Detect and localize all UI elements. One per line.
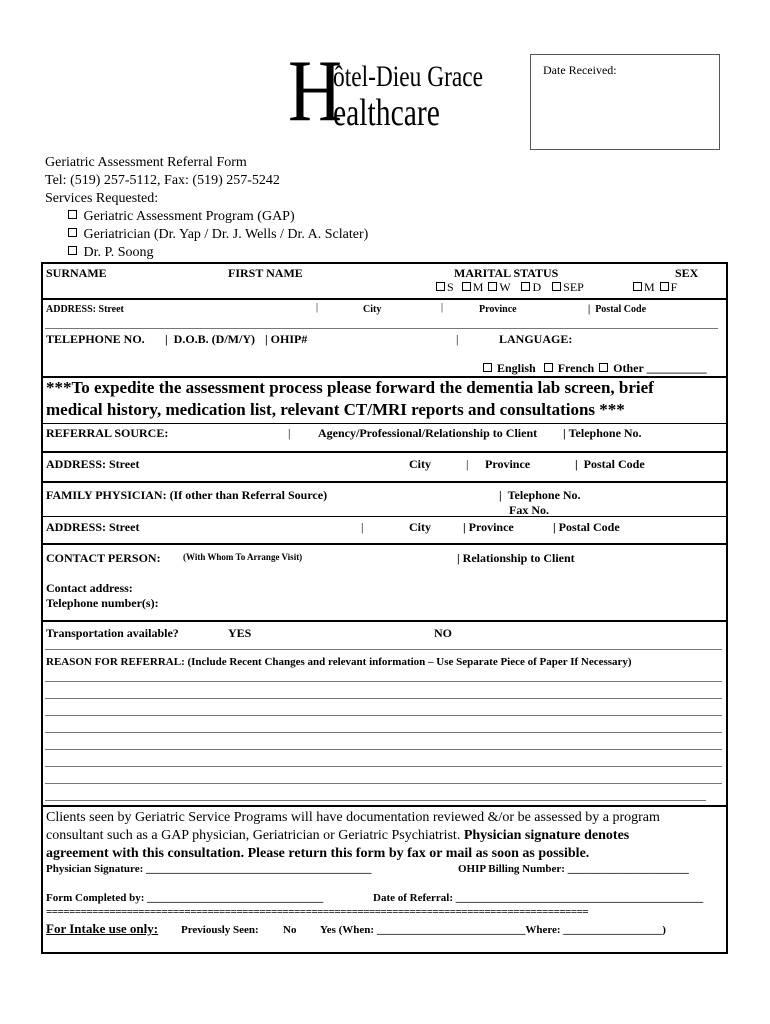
checkbox-icon[interactable]	[552, 282, 561, 291]
transportation-label: Transportation available?	[46, 626, 179, 640]
footer-paragraph-line3: agreement with this consultation. Please return this form by fax or mail as soon as possible.	[46, 846, 590, 861]
hotel-dieu-grace-logo	[288, 43, 488, 140]
form-completed-by-field[interactable]: Form Completed by: ________________________________	[46, 892, 324, 904]
referral-source-label: REFERRAL SOURCE:	[46, 426, 169, 440]
checkbox-icon[interactable]	[436, 282, 445, 291]
transportation-no[interactable]: NO	[434, 626, 452, 640]
postal-code-label: | Postal Code	[588, 304, 647, 315]
contact-person-label: CONTACT PERSON:	[46, 551, 161, 565]
referral-form-box: SURNAME FIRST NAME MARITAL STATUS SEX S M W D SEP M F ADDRESS: Street | City | Province | Postal Code TELEPHONE NO. | D.O.B. (D/M/Y) | OHIP# | LANGUAGE: English French Other __________ ***To expedite the assessment process please forward the dementia lab screen, brief medical history, medication list, relevant CT/MRI reports and consultations *** REFERRAL SOURCE: | Agency/Professional/Relationship to Client | Telephone No. ADDRESS: Street City | Province | Postal Code FAMILY PHYSICIAN: (If other than Referral Source) | Telephone No. Fax No. ADDRESS: Street | City | Province | Postal Code CONTACT PERSON: (With Whom To Arrange Visit) | Relationship to Client Contact address: Telephone number(s): Transportation available? YES NO REASON FOR REFERRAL: (Include Recent Changes and relevant information – Use Separate Piece of Paper If Necessary) Clients seen by Geriatric Service Programs will have documentation reviewed &/or be assessed by a program consultant such as a GAP physician, Geriatrician or Geriatric Psychiatrist. Physician signature denotes agreement with this consultation. Please return this form by fax or mail as soon as possible. Physician Signature: _________________________________________ OHIP Billing Number: ______________________ Form Completed by: ________________________________ Date of Referral: _____________________________________________ ============================================================================================== For Intake use only: Previously Seen: No Yes (When: ___________________________Where: __________________)	[41, 262, 728, 954]
intake-label: For Intake use only:	[46, 921, 159, 936]
checkbox-icon[interactable]	[68, 228, 77, 237]
contact-tel-fax: Tel: (519) 257-5112, Fax: (519) 257-5242	[45, 173, 280, 188]
form-title: Geriatric Assessment Referral Form	[45, 155, 247, 170]
notice-line2: medical history, medication list, relevant CT/MRI reports and consultations ***	[46, 400, 625, 419]
date-received-label: Date Received:	[543, 63, 617, 77]
transportation-yes[interactable]: YES	[228, 626, 252, 640]
referral-postal-label: | Postal Code	[575, 457, 645, 471]
dob-label: | D.O.B. (D/M/Y)	[165, 332, 255, 346]
fp-telephone-label: | Telephone No.	[499, 488, 581, 502]
sex-label: SEX	[675, 266, 699, 280]
checkbox-icon[interactable]	[544, 363, 553, 372]
telephone-numbers-label: Telephone number(s):	[46, 596, 159, 610]
referral-province-label: Province	[485, 457, 531, 471]
checkbox-icon[interactable]	[483, 363, 492, 372]
address-street-label: ADDRESS: Street	[46, 304, 124, 315]
previously-seen-label: Previously Seen:	[181, 924, 259, 936]
footer-paragraph-line2: consultant such as a GAP physician, Geriatrician or Geriatric Psychiatrist. Physician signature denotes	[46, 828, 630, 843]
service-option-gap[interactable]: Geriatric Assessment Program (GAP)	[68, 208, 295, 226]
date-received-box[interactable]	[530, 54, 720, 150]
referral-city-label: City	[409, 457, 431, 471]
reason-for-referral-label: REASON FOR REFERRAL: (Include Recent Changes and relevant information – Use Separate Piece of Paper If Necessary)	[46, 656, 632, 668]
service-option-geriatrician[interactable]: Geriatrician (Dr. Yap / Dr. J. Wells / Dr. A. Sclater)	[68, 226, 368, 244]
agency-label: Agency/Professional/Relationship to Client	[318, 426, 538, 440]
language-label: LANGUAGE:	[499, 332, 573, 346]
physician-signature-field[interactable]: Physician Signature: _________________________________________	[46, 863, 372, 875]
relationship-label: | Relationship to Client	[457, 551, 575, 565]
checkbox-icon[interactable]	[599, 363, 608, 372]
contact-address-label: Contact address:	[46, 581, 133, 595]
sex-options: M F	[631, 280, 677, 295]
checkbox-icon[interactable]	[633, 282, 642, 291]
checkbox-icon[interactable]	[462, 282, 471, 291]
referral-address-label: ADDRESS: Street	[46, 457, 140, 471]
fp-province-label: | Province	[463, 520, 514, 534]
checkbox-icon[interactable]	[660, 282, 669, 291]
checkbox-icon[interactable]	[488, 282, 497, 291]
logo-line2: ealthcare	[333, 92, 440, 134]
language-options: English French Other __________	[481, 361, 707, 376]
logo-h: H	[288, 43, 343, 140]
checkbox-icon[interactable]	[68, 246, 77, 255]
fp-city-label: City	[409, 520, 431, 534]
notice-line1: ***To expedite the assessment process please forward the dementia lab screen, brief	[46, 378, 654, 397]
services-label: Services Requested:	[45, 191, 159, 206]
fp-address-label: ADDRESS: Street	[46, 520, 140, 534]
family-physician-label: FAMILY PHYSICIAN: (If other than Referral Source)	[46, 488, 328, 502]
checkbox-icon[interactable]	[68, 210, 77, 219]
contact-note: (With Whom To Arrange Visit)	[183, 552, 303, 562]
fp-fax-label: Fax No.	[509, 503, 549, 517]
referral-telephone-label: | Telephone No.	[563, 426, 642, 440]
checkbox-icon[interactable]	[521, 282, 530, 291]
marital-options: S M W D SEP	[434, 280, 584, 295]
ohip-label: | OHIP#	[265, 332, 308, 346]
separator-line: ==============================================================================================	[46, 906, 589, 918]
surname-label: SURNAME	[46, 266, 107, 280]
telephone-label: TELEPHONE NO.	[46, 332, 145, 346]
previously-seen-no[interactable]: No	[283, 924, 297, 936]
logo-line1: ôtel-Dieu Grace	[333, 60, 484, 93]
marital-status-label: MARITAL STATUS	[454, 266, 559, 280]
service-option-soong[interactable]: Dr. P. Soong	[68, 244, 154, 262]
province-label: Province	[479, 304, 517, 315]
first-name-label: FIRST NAME	[228, 266, 303, 280]
city-label: City	[363, 304, 382, 315]
footer-paragraph-line1: Clients seen by Geriatric Service Programs will have documentation reviewed &/or be assessed by a program	[46, 810, 660, 825]
fp-postal-label: | Postal Code	[553, 520, 620, 534]
ohip-billing-field[interactable]: OHIP Billing Number: ______________________	[458, 863, 689, 875]
date-of-referral-field[interactable]: Date of Referral: _____________________________________________	[373, 892, 704, 904]
previously-seen-yes-field[interactable]: Yes (When: ___________________________Where: __________________)	[320, 924, 666, 936]
